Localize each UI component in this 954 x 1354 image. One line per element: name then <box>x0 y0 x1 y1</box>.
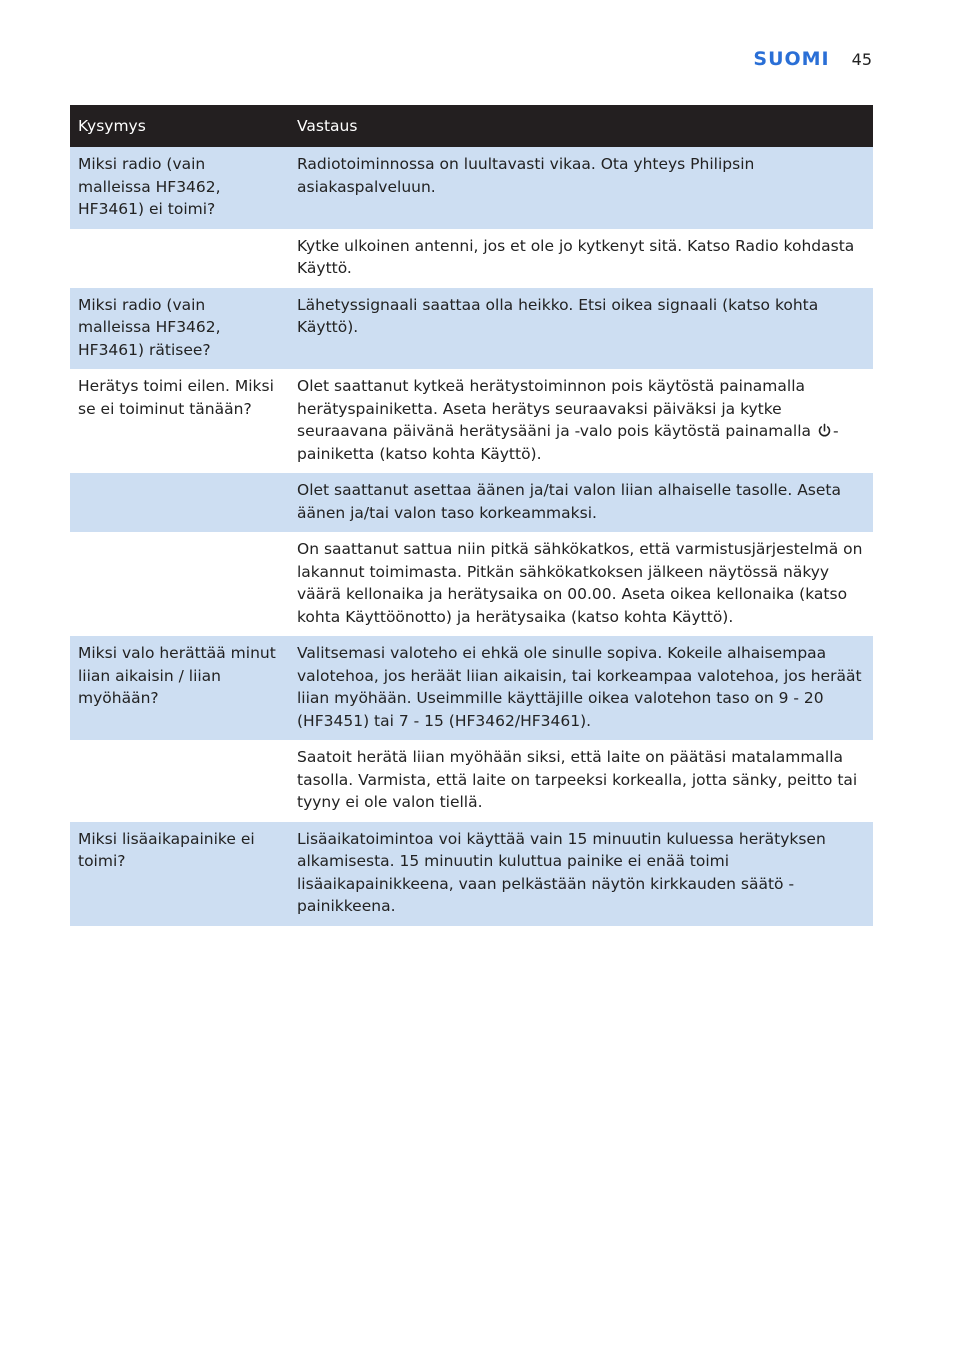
language-label: SUOMI <box>753 48 830 70</box>
question-cell: Miksi valo herättää minut liian aikaisin / liian myöhään? <box>70 636 289 740</box>
question-cell <box>70 229 289 288</box>
answer-text-start: Olet saattanut kytkeä herätystoiminnon pois käytöstä painamalla herätyspainiketta. Aseta herätys seuraavaksi päiväksi ja kytke seuraavana päivänä herätysääni ja -valo pois käytöstä painamalla <box>297 377 816 440</box>
table-row <box>70 740 873 822</box>
table-row <box>70 532 873 636</box>
answer-cell: Valitsemasi valoteho ei ehkä ole sinulle sopiva. Kokeile alhaisempaa valotehoa, jos heräät liian aikaisin, tai korkeampaa valotehoa, jos heräät liian myöhään. Useimmille käyttäjille oikea valotehon taso on 9 - 20 (HF3451) tai 7 - 15 (HF3462/HF3461). <box>289 636 873 740</box>
answer-cell: On saattanut sattua niin pitkä sähkökatkos, että varmistusjärjestelmä on lakannut toimimasta. Pitkän sähkökatkoksen jälkeen näytössä näkyy väärä kellonaika ja herätysaika on 00.00. Aseta oikea kellonaika (katso kohta Käyttöönotto) ja herätysaika (katso kohta Käyttö). <box>289 532 873 636</box>
answer-cell: Radiotoiminnossa on luultavasti vikaa. Ota yhteys Philipsin asiakaspalveluun. <box>289 147 873 229</box>
table-row <box>70 229 873 288</box>
table-row <box>70 288 873 370</box>
answer-cell: Kytke ulkoinen antenni, jos et ole jo kytkenyt sitä. Katso Radio kohdasta Käyttö. <box>289 229 873 288</box>
answer-cell: Saatoit herätä liian myöhään siksi, että laite on päätäsi matalammalla tasolla. Varmista, että laite on tarpeeksi korkealla, jotta sänky, peitto tai tyyny ei ole valon tiellä. <box>289 740 873 822</box>
page-header <box>753 48 872 70</box>
table-row <box>70 473 873 532</box>
column-header-question: Kysymys <box>70 105 289 147</box>
table-row <box>70 369 873 473</box>
answer-cell: Olet saattanut asettaa äänen ja/tai valon liian alhaiselle tasolle. Aseta äänen ja/tai valon taso korkeammaksi. <box>289 473 873 532</box>
question-cell: Miksi radio (vain malleissa HF3462, HF3461) rätisee? <box>70 288 289 370</box>
answer-cell <box>289 369 873 473</box>
table-row <box>70 822 873 926</box>
column-header-answer: Vastaus <box>289 105 873 147</box>
faq-table <box>70 105 873 926</box>
question-cell: Miksi lisäaikapainike ei toimi? <box>70 822 289 926</box>
table-row <box>70 147 873 229</box>
question-cell <box>70 532 289 636</box>
question-cell: Herätys toimi eilen. Miksi se ei toiminut tänään? <box>70 369 289 473</box>
answer-cell: Lähetyssignaali saattaa olla heikko. Etsi oikea signaali (katso kohta Käyttö). <box>289 288 873 370</box>
answer-cell: Lisäaikatoimintoa voi käyttää vain 15 minuutin kuluessa herätyksen alkamisesta. 15 minuutin kuluttua painike ei enää toimi lisäaikapainikkeena, vaan pelkästään näytön kirkkauden säätö -painikkeena. <box>289 822 873 926</box>
table-header-row <box>70 105 873 147</box>
answer-text-end: -painiketta (katso kohta Käyttö). <box>297 422 839 463</box>
question-cell: Miksi radio (vain malleissa HF3462, HF3461) ei toimi? <box>70 147 289 229</box>
question-cell <box>70 740 289 822</box>
table-row <box>70 636 873 740</box>
question-cell <box>70 473 289 532</box>
power-icon <box>817 423 832 438</box>
page-number: 45 <box>851 50 872 69</box>
